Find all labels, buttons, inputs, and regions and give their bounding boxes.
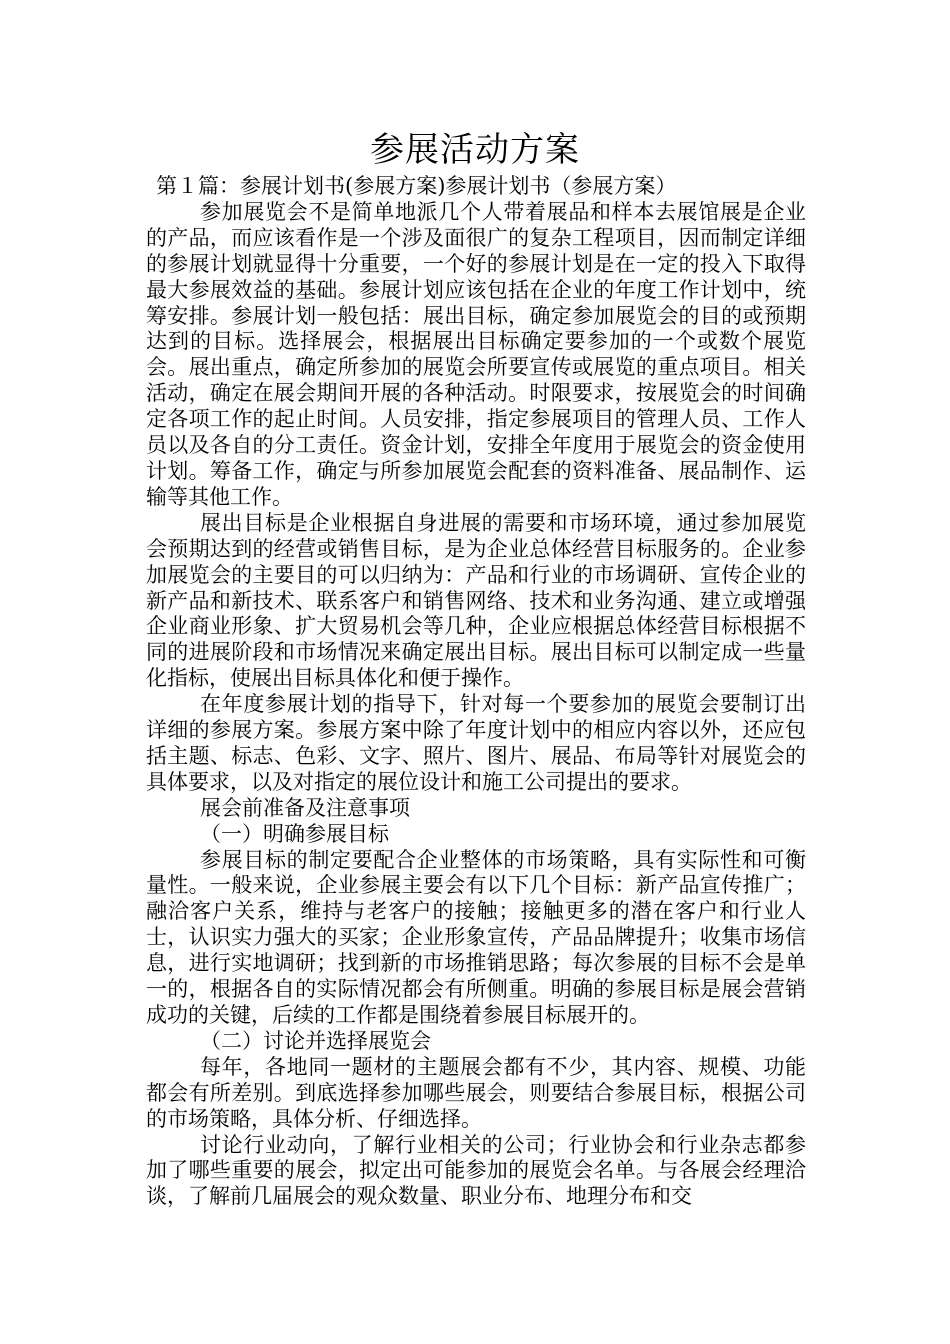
paragraph: 讨论行业动向，了解行业相关的公司；行业协会和行业杂志都参加了哪些重要的展会，拟定出可能参加的展览会名单。与各展会经理洽谈，了解前几届展会的观众数量、职业分布、地理分布和交 xyxy=(146,1132,806,1209)
document-title: 参展活动方案 xyxy=(370,130,580,170)
section-heading: 第１篇：参展计划书(参展方案)参展计划书（参展方案） xyxy=(156,174,677,198)
document-body xyxy=(146,174,806,1210)
paragraph: 每年，各地同一题材的主题展会都有不少，其内容、规模、功能都会有所差别。到底选择参加哪些展会，则要结合参展目标，根据公司的市场策略，具体分析、仔细选择。 xyxy=(146,1054,806,1131)
paragraph: 展出目标是企业根据自身进展的需要和市场环境，通过参加展览会预期达到的经营或销售目标，是为企业总体经营目标服务的。企业参加展览会的主要目的可以归纳为：产品和行业的市场调研、宣传企业的新产品和新技术、联系客户和销售网络、技术和业务沟通、建立或增强企业商业形象、扩大贸易机会等几种，企业应根据总体经营目标根据不同的进展阶段和市场情况来确定展出目标。展出目标可以制定成一些量化指标，使展出目标具体化和便于操作。 xyxy=(146,510,806,691)
paragraph: 参展目标的制定要配合企业整体的市场策略，具有实际性和可衡量性。一般来说，企业参展主要会有以下几个目标：新产品宣传推广；融洽客户关系，维持与老客户的接触；接触更多的潜在客户和行业人士，认识实力强大的买家；企业形象宣传，产品品牌提升；收集市场信息，进行实地调研；找到新的市场推销思路；每次参展的目标不会是单一的，根据各自的实际情况都会有所侧重。明确的参展目标是展会营销成功的关键，后续的工作都是围绕着参展目标展开的。 xyxy=(146,847,806,1027)
paragraph: 参加展览会不是简单地派几个人带着展品和样本去展馆展是企业的产品，而应该看作是一个涉及面很广的复杂工程项目，因而制定详细的参展计划就显得十分重要，一个好的参展计划是在一定的投入下取得最大参展效益的基础。参展计划应该包括在企业的年度工作计划中，统筹安排。参展计划一般包括：展出目标，确定参加展览会的目的或预期达到的目标。选择展会，根据展出目标确定要参加的一个或数个展览会。展出重点，确定所参加的展览会所要宣传或展览的重点项目。相关活动，确定在展会期间开展的各种活动。时限要求，按展览会的时间确定各项工作的起止时间。人员安排，指定参展项目的管理人员、工作人员以及各自的分工责任。资金计划，安排全年度用于展览会的资金使用计划。筹备工作，确定与所参加展览会配套的资料准备、展品制作、运输等其他工作。 xyxy=(146,199,806,509)
subheading: 展会前准备及注意事项 xyxy=(200,795,410,820)
subheading: （一）明确参展目标 xyxy=(200,821,389,846)
subheading: （二）讨论并选择展览会 xyxy=(200,1028,431,1053)
paragraph: 在年度参展计划的指导下，针对每一个要参加的展览会要制订出详细的参展方案。参展方案中除了年度计划中的相应内容以外，还应包括主题、标志、色彩、文字、照片、图片、展品、布局等针对展览会的具体要求，以及对指定的展位设计和施工公司提出的要求。 xyxy=(146,692,806,794)
